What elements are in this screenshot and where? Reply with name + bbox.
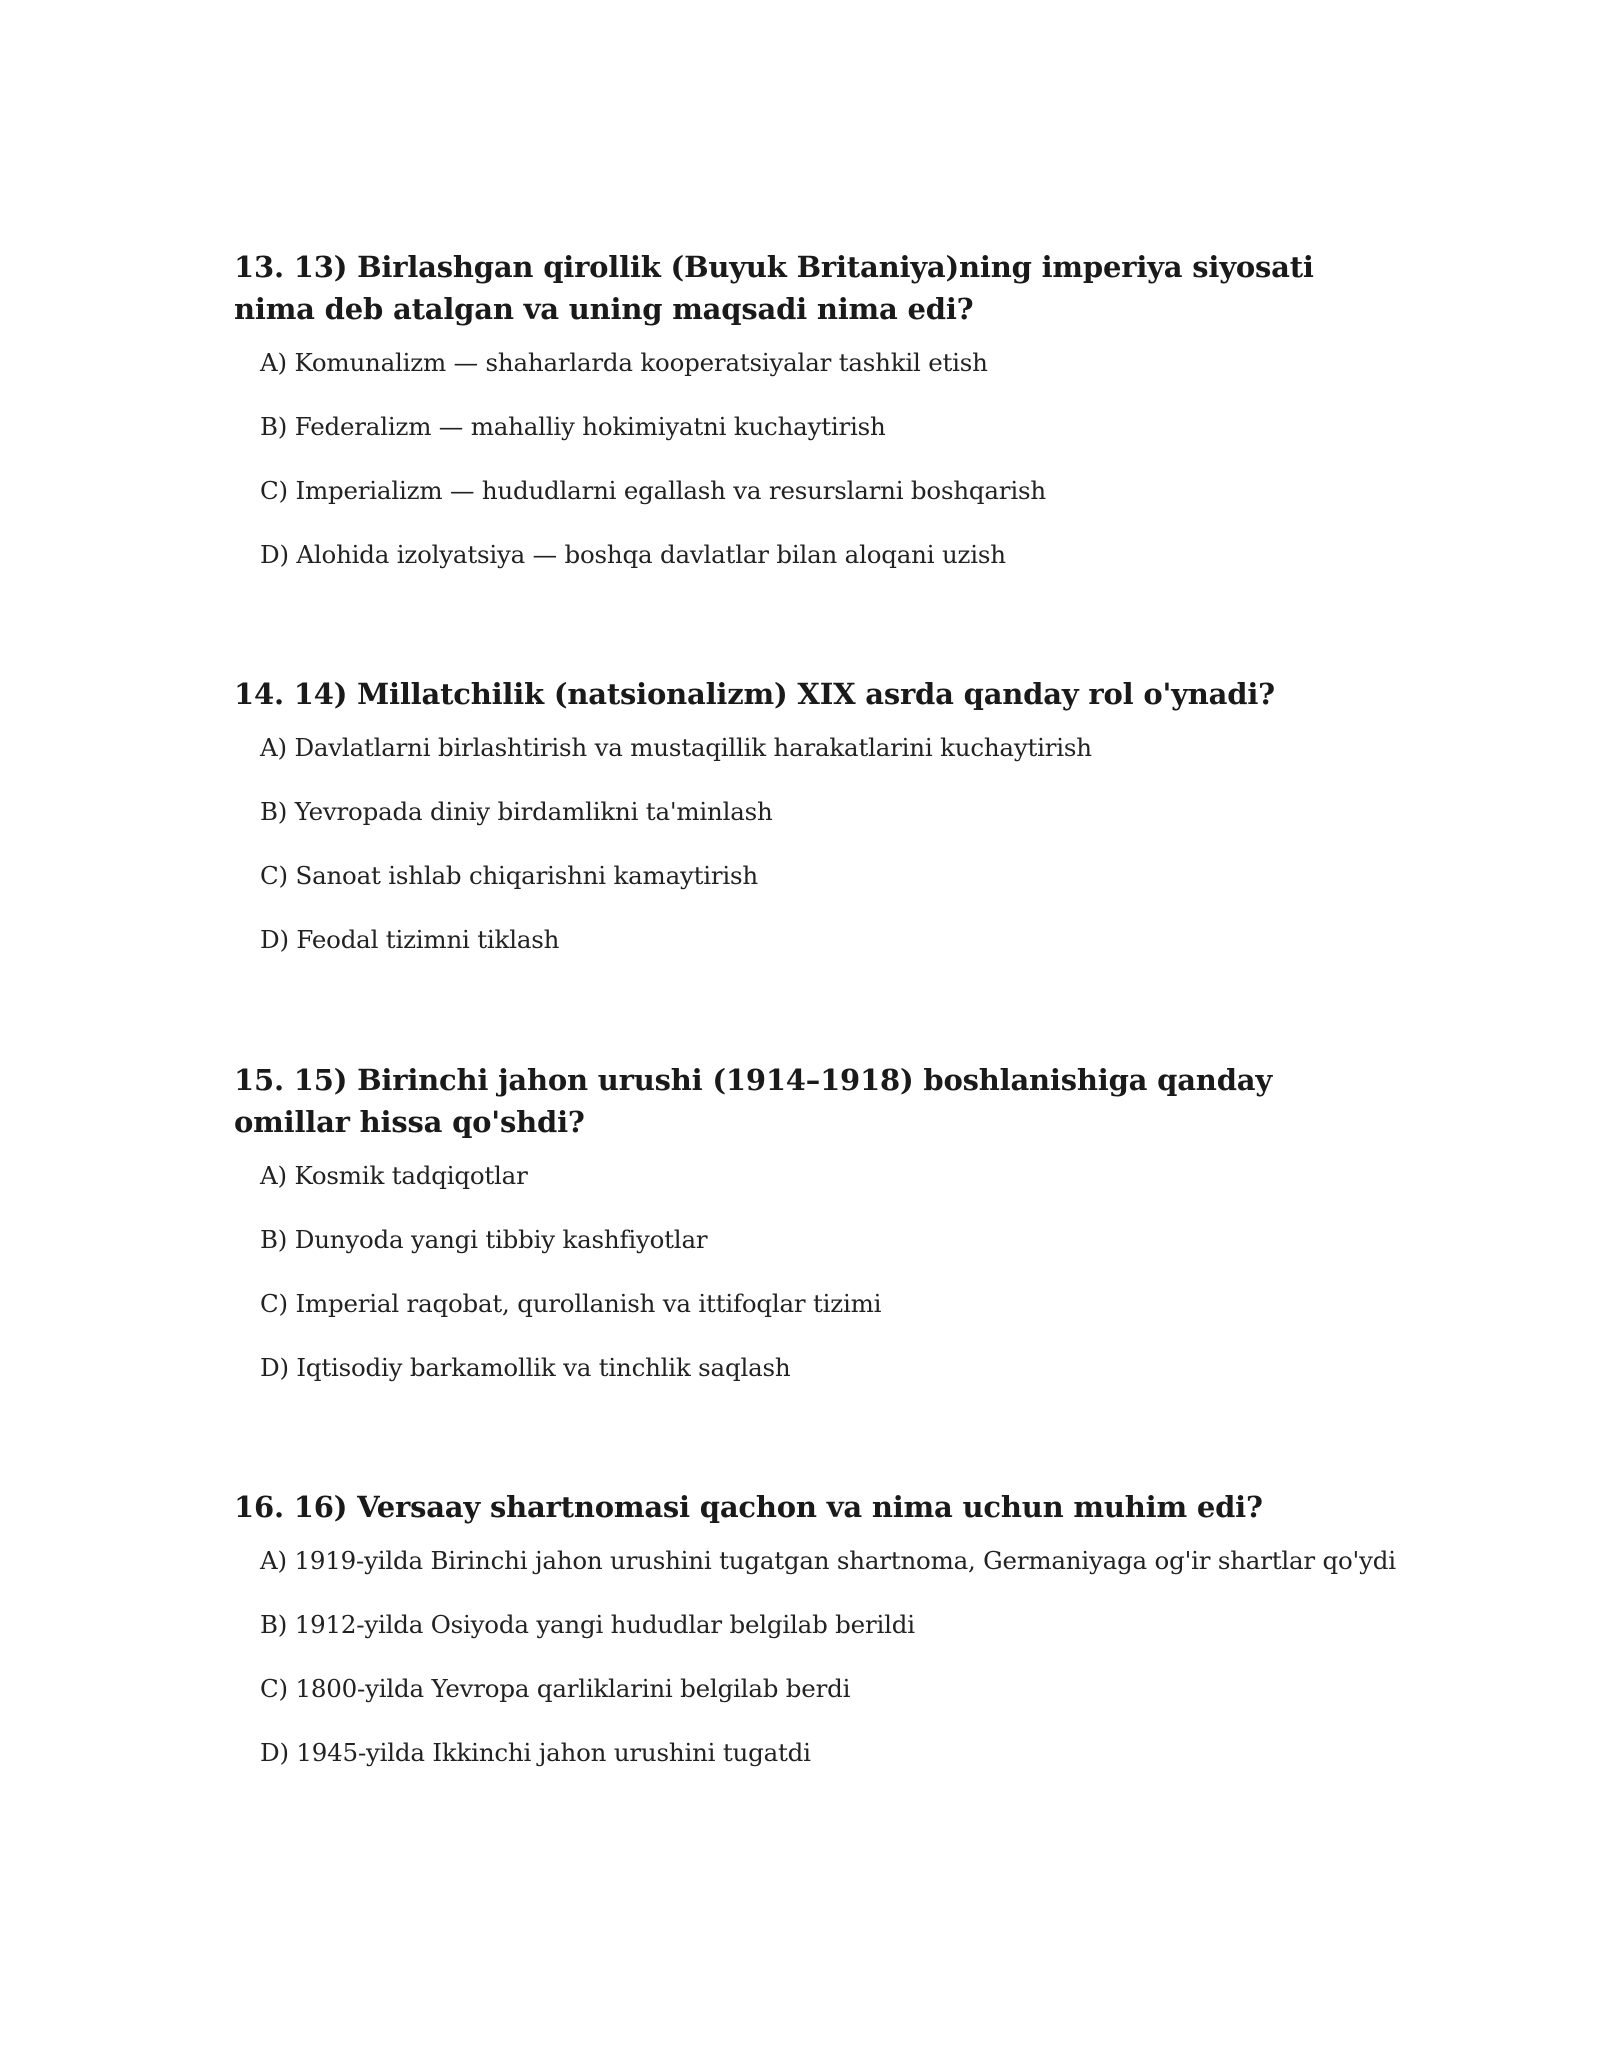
answer-option-d: D) 1945-yilda Ikkinchi jahon urushini tugatdi (260, 1738, 811, 1767)
answer-option-d: D) Feodal tizimni tiklash (260, 925, 560, 954)
answer-option-b: B) Yevropada diniy birdamlikni ta'minlash (260, 797, 773, 826)
question-title: 14. 14) Millatchilik (natsionalizm) XIX asrda qanday rol o'ynadi? (234, 677, 1275, 711)
question-title: 16. 16) Versaay shartnomasi qachon va nima uchun muhim edi? (234, 1490, 1263, 1524)
answer-option-c: C) Imperializm — hududlarni egallash va resurslarni boshqarish (260, 476, 1046, 505)
answer-option-d: D) Iqtisodiy barkamollik va tinchlik saqlash (260, 1353, 791, 1382)
answer-option-c: C) Imperial raqobat, qurollanish va ittifoqlar tizimi (260, 1289, 882, 1318)
question-13 (234, 246, 1364, 602)
question-16 (234, 1486, 1396, 1800)
answer-option-c: C) Sanoat ishlab chiqarishni kamaytirish (260, 861, 758, 890)
answer-option-b: B) Dunyoda yangi tibbiy kashfiyotlar (260, 1225, 708, 1254)
answer-option-b: B) Federalizm — mahalliy hokimiyatni kuchaytirish (260, 412, 886, 441)
answer-option-a: A) 1919-yilda Birinchi jahon urushini tugatgan shartnoma, Germaniyaga og'ir shartlar qo'ydi (260, 1546, 1396, 1575)
question-14 (234, 673, 1364, 987)
answer-option-a: A) Kosmik tadqiqotlar (260, 1161, 528, 1190)
question-15 (234, 1059, 1364, 1415)
answer-option-a: A) Komunalizm — shaharlarda kooperatsiyalar tashkil etish (260, 348, 988, 377)
answer-option-d: D) Alohida izolyatsiya — boshqa davlatlar bilan aloqani uzish (260, 540, 1006, 569)
answer-options (260, 1544, 1396, 1800)
question-title: 13. 13) Birlashgan qirollik (Buyuk Britaniya)ning imperiya siyosati nima deb atalgan va uning maqsadi nima edi? (234, 250, 1314, 326)
answer-option-a: A) Davlatlarni birlashtirish va mustaqillik harakatlarini kuchaytirish (260, 733, 1092, 762)
answer-options (260, 731, 1364, 987)
answer-option-c: C) 1800-yilda Yevropa qarliklarini belgilab berdi (260, 1674, 851, 1703)
question-title: 15. 15) Birinchi jahon urushi (1914–1918) boshlanishiga qanday omillar hissa qo'shdi? (234, 1063, 1273, 1139)
answer-options (260, 346, 1364, 602)
answer-option-b: B) 1912-yilda Osiyoda yangi hududlar belgilab berildi (260, 1610, 915, 1639)
answer-options (260, 1159, 1364, 1415)
